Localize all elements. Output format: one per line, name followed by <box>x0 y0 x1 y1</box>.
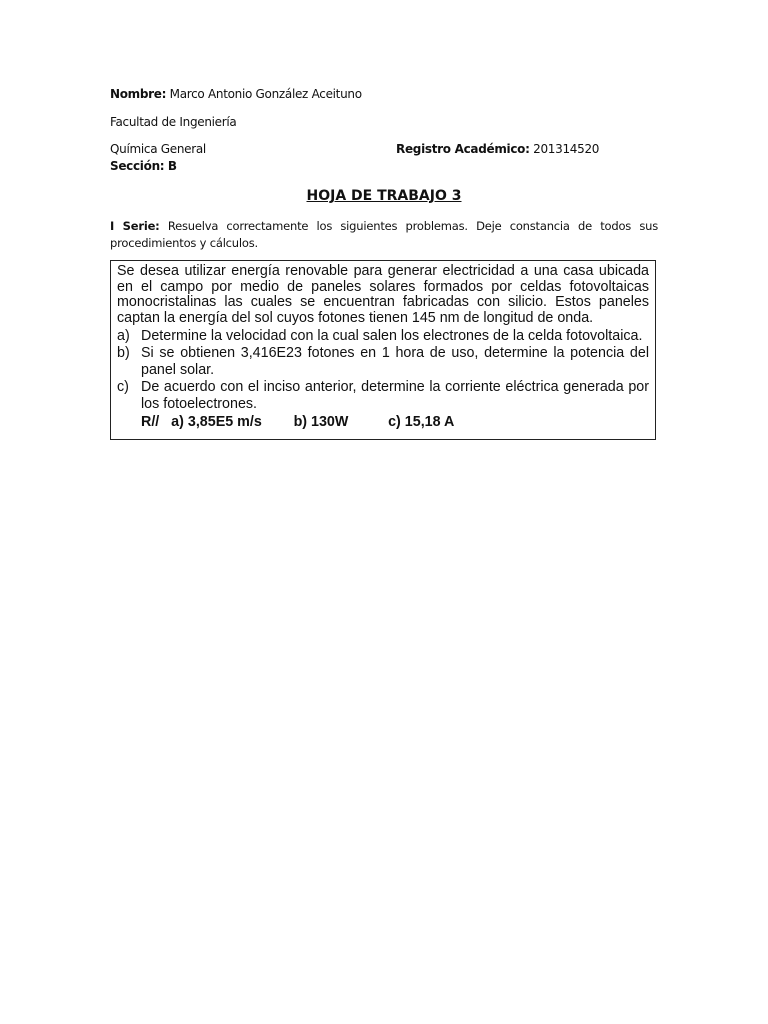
item-text: Si se obtienen 3,416E23 fotones en 1 hora de uso, determine la potencia del panel solar. <box>141 345 649 378</box>
course-line: Química General <box>110 142 206 156</box>
faculty-line: Facultad de Ingeniería <box>110 115 237 129</box>
problem-item-b <box>117 345 649 379</box>
item-marker: a) <box>117 328 130 344</box>
registration-line <box>396 141 599 157</box>
item-text: De acuerdo con el inciso anterior, determine la corriente eléctrica generada por los fotoelectrones. <box>141 379 649 412</box>
section-label: Sección: <box>110 159 165 173</box>
worksheet-title-text: HOJA DE TRABAJO 3 <box>306 188 462 204</box>
item-text: Determine la velocidad con la cual salen los electrones de la celda fotovoltaica. <box>141 328 643 344</box>
problem-items <box>117 328 649 413</box>
series-label: I Serie: <box>110 219 160 233</box>
student-name-label: Nombre: <box>110 87 167 101</box>
section-value: B <box>167 159 177 173</box>
problem-box <box>110 260 656 440</box>
instructions-paragraph <box>110 218 658 252</box>
section-line <box>110 158 177 174</box>
problem-item-c <box>117 379 649 413</box>
student-name-line <box>110 86 362 102</box>
worksheet-title <box>0 187 768 205</box>
problem-item-a <box>117 328 649 345</box>
registration-value: 201314520 <box>533 142 600 156</box>
answer-line: R// a) 3,85E5 m/s b) 130W c) 15,18 A <box>141 414 455 430</box>
problem-statement: Se desea utilizar energía renovable para generar electricidad a una casa ubicada en el campo por medio de paneles solares formados por celdas fotovoltaicas monocristalinas las cuales se encuentran fabricadas con silicio. Estos paneles captan la energía del sol cuyos fotones tienen 145 nm de longitud de onda. <box>117 263 649 326</box>
instructions-text: Resuelva correctamente los siguientes problemas. Deje constancia de todos sus procedimientos y cálculos. <box>110 219 659 250</box>
student-name-value: Marco Antonio González Aceituno <box>169 87 362 101</box>
registration-label: Registro Académico: <box>396 142 530 156</box>
item-marker: c) <box>117 379 129 395</box>
item-marker: b) <box>117 345 130 361</box>
